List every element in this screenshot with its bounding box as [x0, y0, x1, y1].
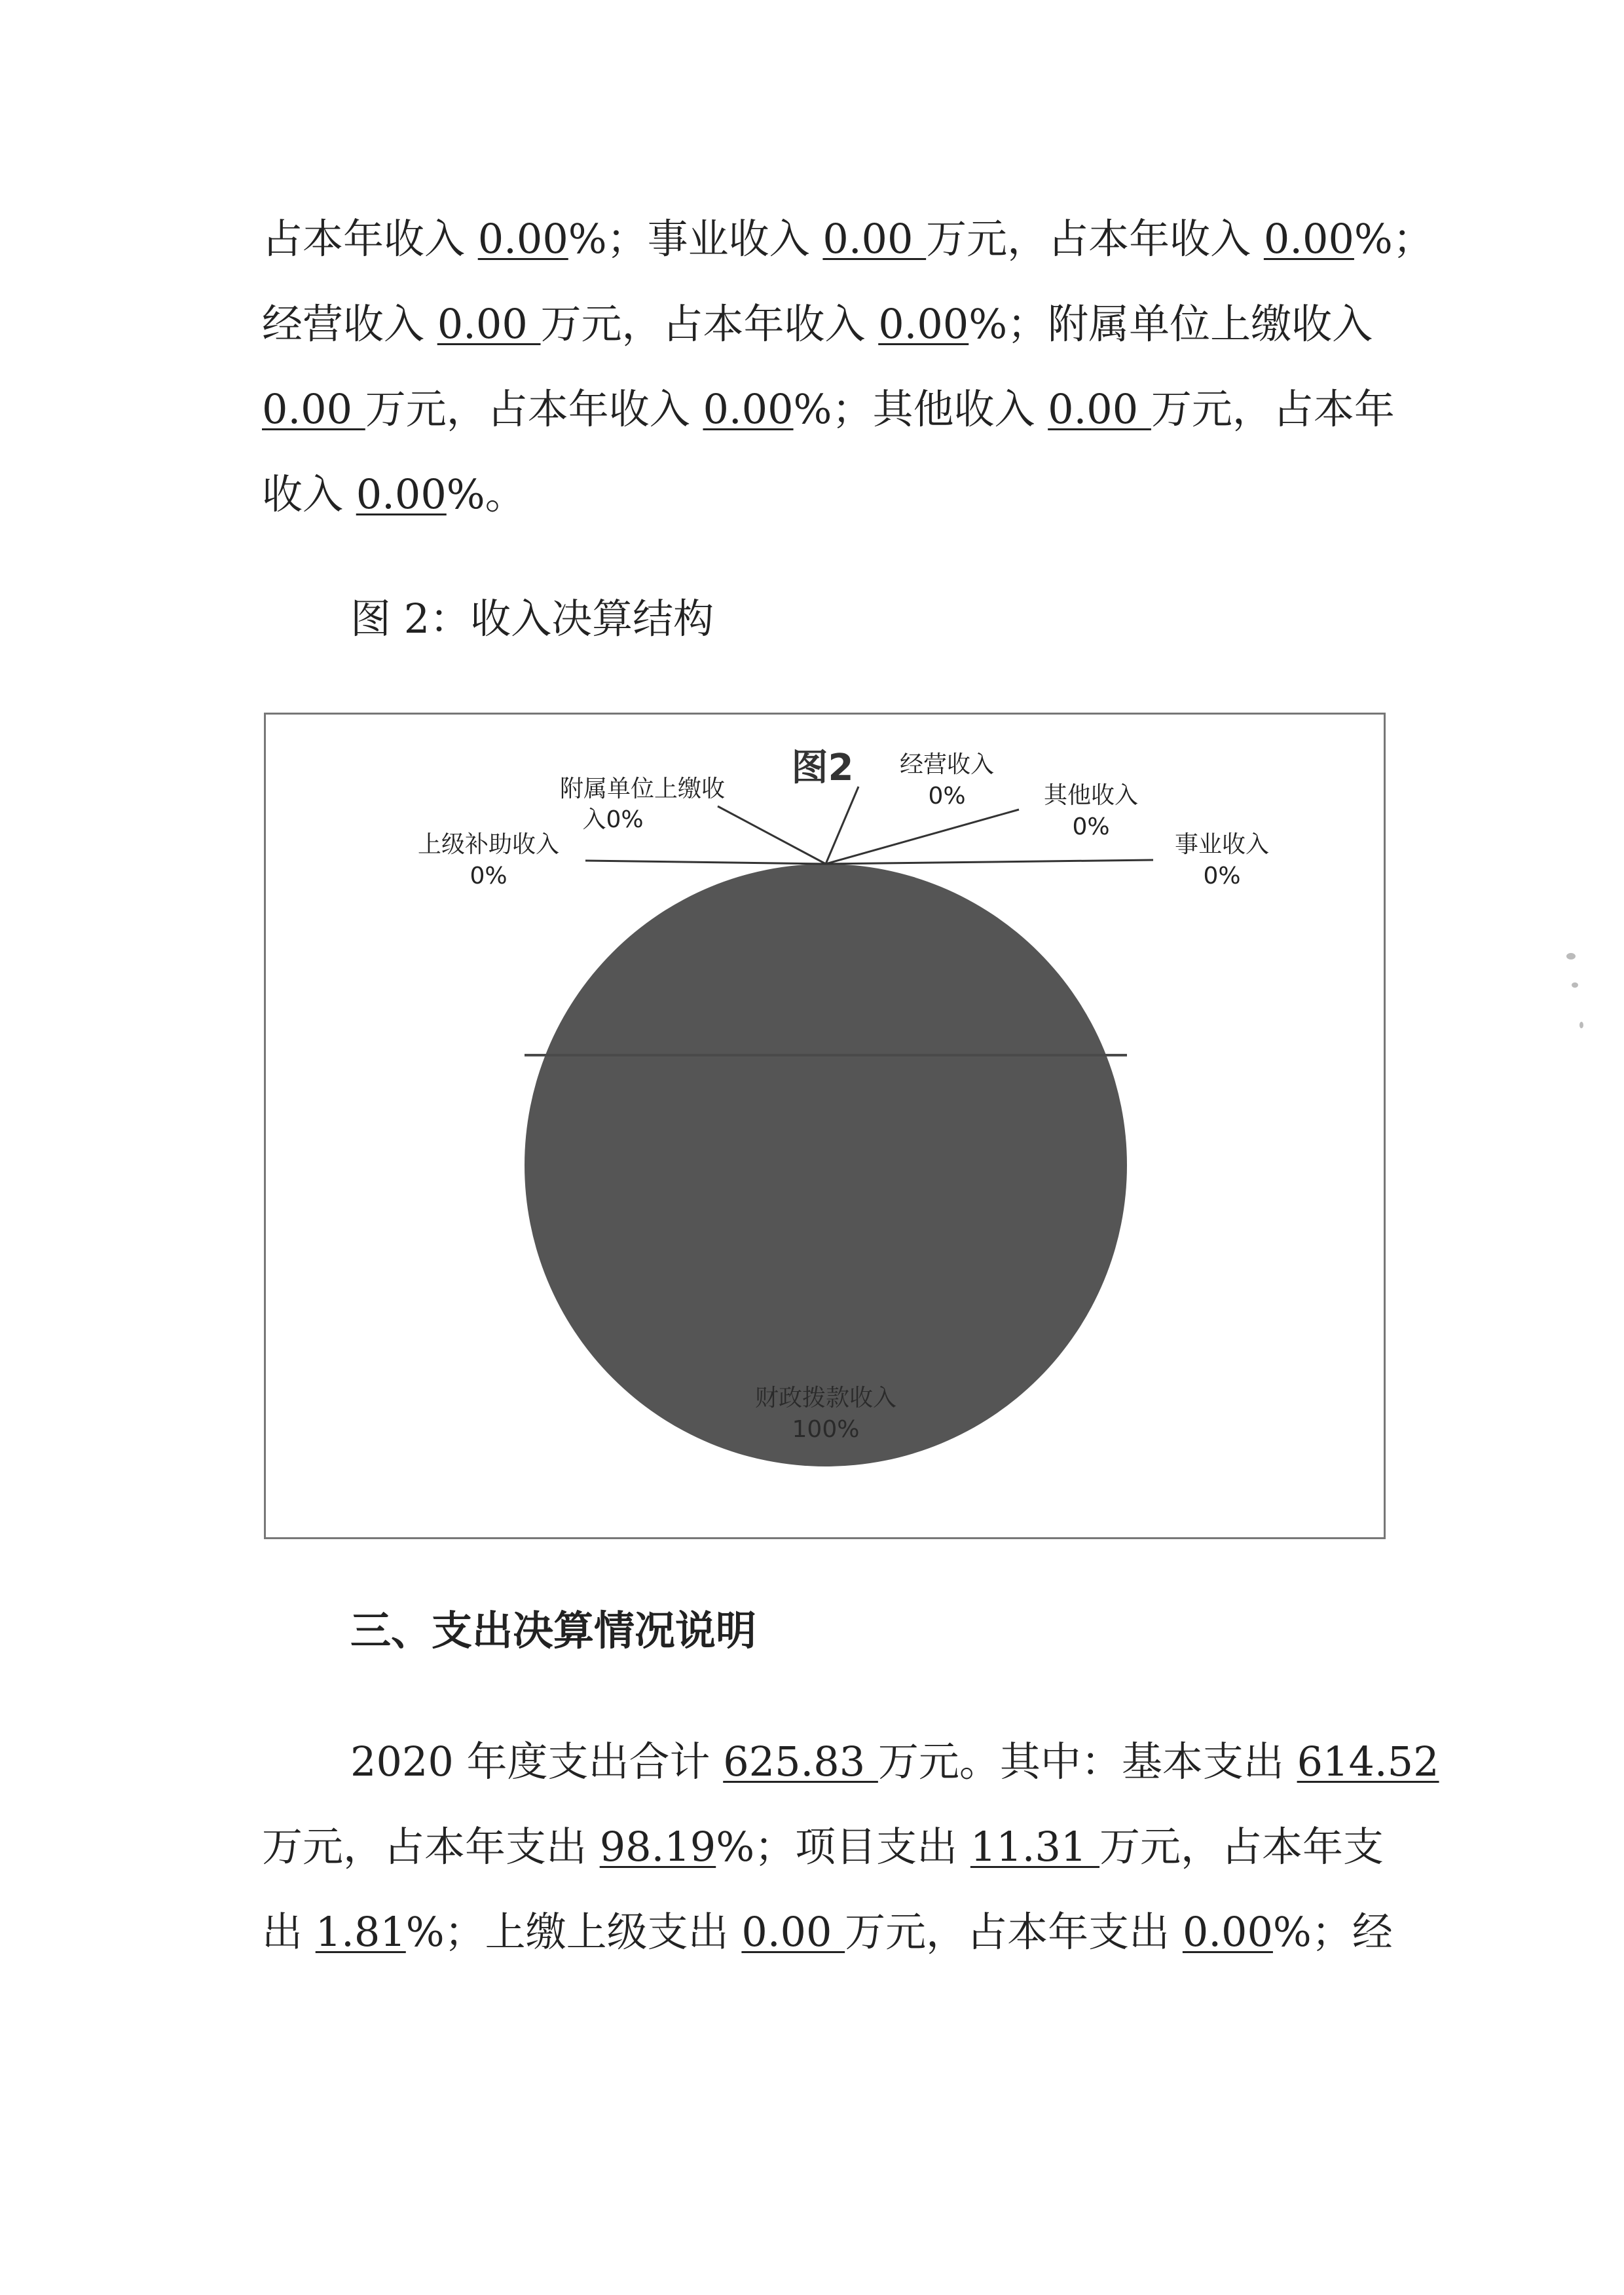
para1-line-3 [262, 380, 1395, 439]
underlined-value: 0.00 [1182, 1908, 1273, 1956]
leader-line-jingying [826, 787, 858, 864]
underlined-value: 1.81 [315, 1908, 406, 1956]
label-shiye-pct: 0% [1203, 863, 1241, 889]
pie-slice-caizheng [525, 864, 1127, 1466]
pie-chart-svg [266, 715, 1388, 1541]
text-run: 万元。其中：基本支出 [877, 1738, 1297, 1785]
para1-line-2 [262, 295, 1373, 354]
label-shiye-name: 事业收入 [1174, 831, 1270, 858]
text-run: %。 [446, 470, 526, 518]
label-fushu-line2: 入0% [582, 806, 644, 833]
label-caizheng-name: 财政拨款收入 [754, 1385, 897, 1411]
text-run: 万元，占本年支出 [845, 1908, 1183, 1956]
para2-line-1 [350, 1732, 1439, 1791]
underlined-value: 0.00 [822, 215, 927, 263]
text-run: 万元，占本年支出 [262, 1823, 600, 1871]
para2-line-3 [262, 1903, 1393, 1962]
underlined-value: 0.00 [437, 300, 541, 348]
label-qita-name: 其他收入 [1043, 782, 1139, 809]
chart-title: 图2 [791, 747, 854, 789]
text-run: 万元，占本年 [1151, 385, 1395, 433]
text-run: 占本年收入 [262, 215, 478, 263]
underlined-value: 614.52 [1297, 1738, 1439, 1785]
text-run: 万元，占本年收入 [540, 300, 879, 348]
text-run: %； [1354, 215, 1433, 263]
text-run: 万元，占本年收入 [365, 385, 703, 433]
scan-speck [1566, 953, 1576, 960]
para2-line-2 [262, 1818, 1384, 1876]
underlined-value: 0.00 [1263, 215, 1354, 263]
underlined-value: 11.31 [970, 1823, 1100, 1871]
text-run: %；上缴上级支出 [405, 1908, 742, 1956]
leader-line-qita [826, 810, 1019, 864]
section-3-title: 三、支出决算情况说明 [350, 1607, 757, 1654]
leader-line-shangji [585, 861, 826, 864]
underlined-value: 0.00 [1048, 385, 1151, 433]
label-qita-pct: 0% [1072, 813, 1110, 840]
label-jingying-name: 经营收入 [899, 751, 995, 778]
text-run: %；其他收入 [793, 385, 1048, 433]
label-shangji-pct: 0% [470, 863, 507, 889]
label-fushu-line1: 附属单位上缴收 [559, 775, 726, 802]
leader-line-fushu [718, 806, 826, 864]
text-run: %；项目支出 [716, 1823, 970, 1871]
figure-caption: 图 2：收入决算结构 [350, 595, 714, 643]
text-run: 万元，占本年支 [1099, 1823, 1384, 1871]
text-run: 2020 年度支出合计 [350, 1738, 724, 1785]
underlined-value: 0.00 [262, 385, 365, 433]
text-run: %；附属单位上缴收入 [969, 300, 1373, 348]
scan-speck [1572, 982, 1578, 988]
text-run: 出 [262, 1908, 316, 1956]
para1-line-4 [262, 465, 526, 524]
text-run: 经营收入 [262, 300, 437, 348]
label-jingying-pct: 0% [928, 783, 966, 810]
underlined-value: 98.19 [599, 1823, 716, 1871]
pie-chart-frame [264, 713, 1386, 1539]
underlined-value: 0.00 [703, 385, 794, 433]
underlined-value: 0.00 [356, 470, 447, 518]
label-shangji-name: 上级补助收入 [417, 831, 560, 858]
underlined-value: 625.83 [723, 1738, 878, 1785]
underlined-value: 0.00 [477, 215, 568, 263]
text-run: 收入 [262, 470, 356, 518]
underlined-value: 0.00 [878, 300, 969, 348]
para1-line-1 [262, 210, 1433, 269]
scan-speck [1579, 1022, 1583, 1028]
text-run: %；事业收入 [568, 215, 823, 263]
text-run: %；经 [1272, 1908, 1393, 1956]
label-caizheng-pct: 100% [792, 1416, 860, 1443]
underlined-value: 0.00 [741, 1908, 845, 1956]
leader-line-shiye [826, 860, 1153, 864]
text-run: 万元，占本年收入 [926, 215, 1264, 263]
